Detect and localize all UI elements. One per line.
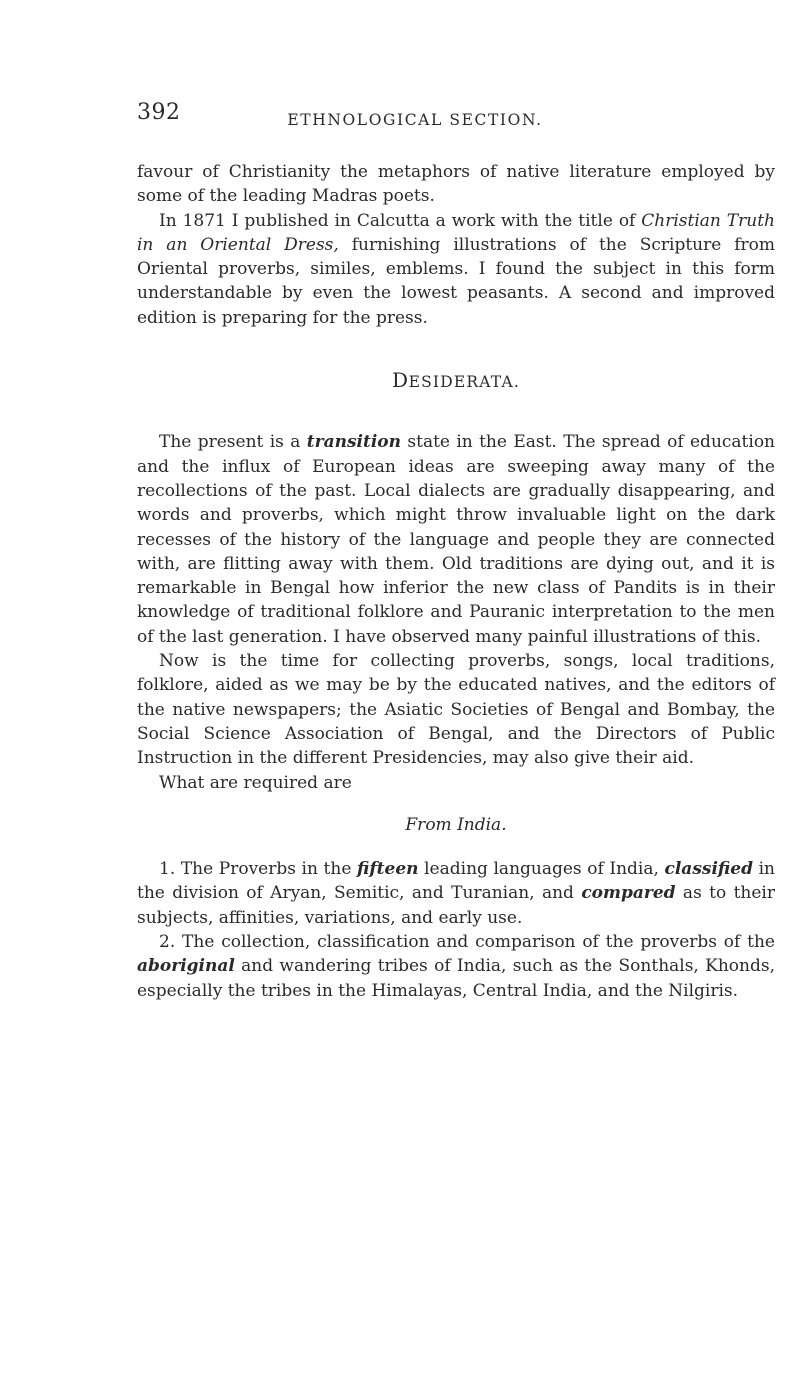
list-item-1: 1. The Proverbs in the fifteen leading languages of India, classified in the division of Aryan, Semitic, and Turanian, and compared as to their subjects, affinities, variations, and early use. — [137, 859, 775, 928]
section-heading-desiderata: DESIDERATA. — [391, 368, 521, 393]
paragraph-now-is-the-time: Now is the time for collecting proverbs, songs, local traditions, folklore, aided as we may be by the educated natives, and the editors of the native newspapers; the Asiatic Societies of Bengal and Bombay, the Social Science Association of Bengal, and the Directors of Public Instruction in the different Presidencies, may also give their aid. — [137, 651, 775, 769]
page-number: 392 — [137, 100, 181, 125]
subheading-from-india: From India. — [405, 814, 507, 835]
running-head: ETHNOLOGICAL SECTION. — [287, 111, 543, 129]
paragraph-what-are-required: What are required are — [159, 772, 352, 793]
paragraph-publication: In 1871 I published in Calcutta a work with the title of Christian Truth in an Oriental Dress, furnishing illustrations of the Scripture from Oriental proverbs, similes, emblems. I found the subject in this form understandable by even the lowest peasants. A second and improved edition is preparing for the press. — [137, 210, 775, 328]
book-title: Christian Truth in an Oriental Dress, — [137, 210, 775, 255]
body-text — [137, 160, 775, 1003]
list-item-2: 2. The collection, classification and comparison of the proverbs of the aboriginal and wandering tribes of India, such as the Sonthals, Khonds, especially the tribes in the Himalayas, Central India, and the Nilgiris. — [137, 932, 775, 1001]
paragraph-transition: The present is a transition state in the East. The spread of education and the influx of European ideas are sweeping away many of the recollections of the past. Local dialects are gradually disappearing, and words and proverbs, which might throw invaluable light on the dark recesses of the history of the language and people they are connected with, are flitting away with them. Old traditions are dying out, and it is remarkable in Bengal how inferior the new class of Pandits is in their knowledge of traditional folklore and Pauranic interpretation to the men of the last generation. I have observed many painful illustrations of this. — [137, 432, 775, 647]
paragraph-continuation: favour of Christianity the metaphors of native literature employed by some of the leading Madras poets. — [137, 162, 775, 207]
